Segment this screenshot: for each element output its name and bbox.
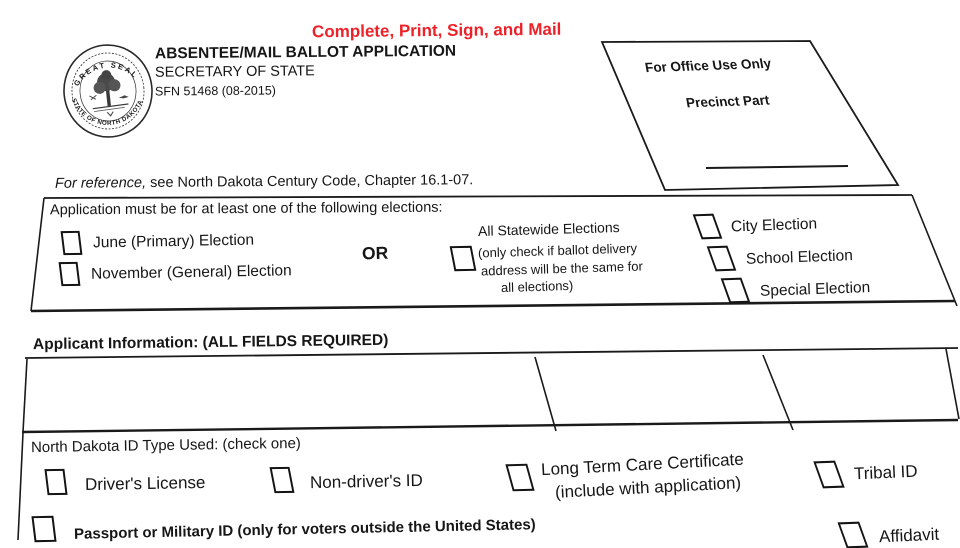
label-tribal-id: Tribal ID [853, 461, 918, 484]
label-drivers-license: Driver's License [84, 472, 206, 495]
elections-instruction: Application must be for at least one of the following elections: [49, 199, 443, 219]
statewide-note-line1: (only check if ballot delivery [477, 240, 638, 261]
applicant-info-cell-2[interactable] [560, 360, 760, 424]
north-dakota-great-seal-icon [56, 37, 160, 144]
label-school-election: School Election [745, 247, 854, 268]
reference-note-italic: For reference, [54, 175, 147, 192]
label-special-election: Special Election [759, 279, 871, 300]
checkbox-passport-or-military-id[interactable] [31, 516, 56, 542]
seal-bottom-text: STATE OF NORTH DAKOTA [69, 97, 145, 128]
instruction-banner: Complete, Print, Sign, and Mail [311, 19, 562, 42]
checkbox-all-statewide-elections[interactable] [450, 246, 477, 271]
label-long-term-care-line1: Long Term Care Certificate [540, 449, 745, 480]
seal-top-text: GREAT SEAL [71, 60, 141, 88]
id-type-heading: North Dakota ID Type Used: (check one) [30, 434, 301, 457]
label-long-term-care-line2: (include with application) [554, 473, 742, 502]
checkbox-november-general-election[interactable] [59, 262, 81, 286]
precinct-part-label: Precinct Part [684, 92, 771, 111]
applicant-info-cell-3[interactable] [800, 358, 940, 422]
statewide-note-line3: all elections) [500, 277, 574, 296]
label-all-statewide-elections: All Statewide Elections [477, 219, 620, 239]
label-passport-or-military-id: Passport or Military ID (only for voters outside the United States) [73, 516, 536, 543]
applicant-information-heading: Applicant Information: (ALL FIELDS REQUIRED) [32, 331, 389, 354]
label-city-election: City Election [730, 215, 818, 236]
form-title: ABSENTEE/MAIL BALLOT APPLICATION [154, 42, 457, 63]
label-affidavit: Affidavit [878, 524, 940, 547]
reference-note-rest: see North Dakota Century Code, Chapter 16.1-07. [146, 172, 474, 192]
label-june-primary-election: June (Primary) Election [92, 231, 255, 252]
or-separator: OR [361, 242, 389, 264]
applicant-info-cell-1[interactable] [35, 362, 530, 426]
label-non-drivers-id: Non-driver's ID [309, 470, 424, 493]
checkbox-drivers-license[interactable] [44, 469, 67, 495]
checkbox-june-primary-election[interactable] [61, 231, 83, 255]
form-number: SFN 51468 (08-2015) [154, 83, 276, 99]
statewide-note-line2: address will be the same for [480, 258, 644, 279]
label-november-general-election: November (General) Election [90, 262, 292, 283]
office-use-title: For Office Use Only [643, 55, 773, 76]
form-agency: SECRETARY OF STATE [154, 63, 315, 81]
